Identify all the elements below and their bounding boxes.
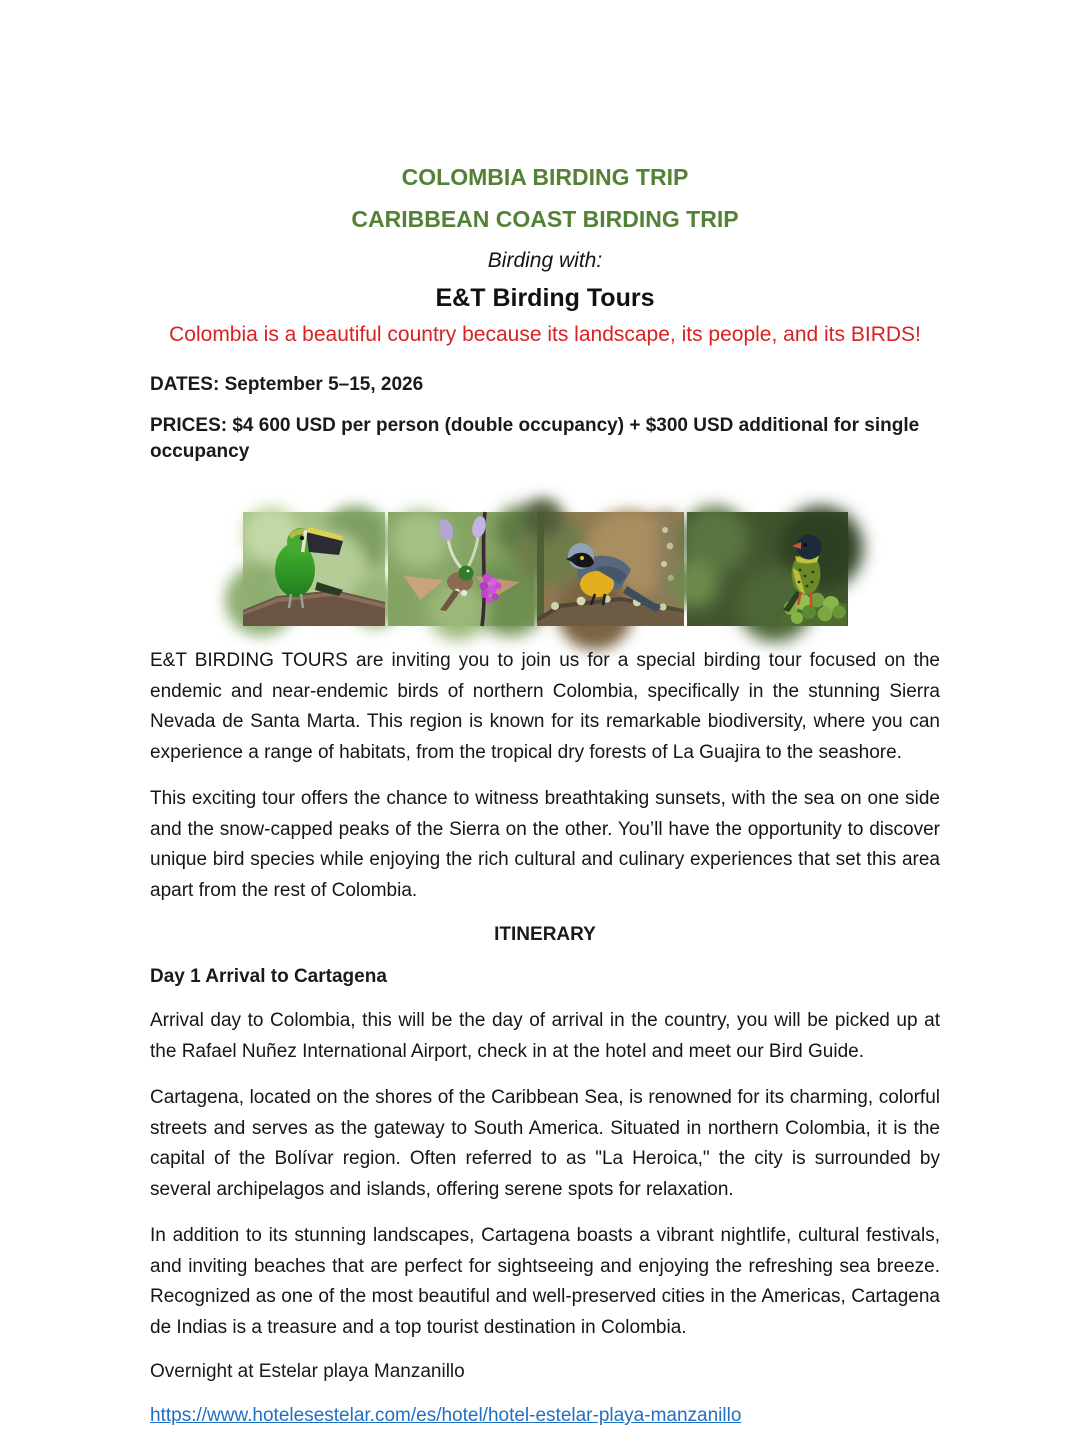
tagline-red: Colombia is a beautiful country because its landscape, its people, and its BIRDS! — [169, 323, 921, 346]
title-line-2: CARIBBEAN COAST BIRDING TRIP — [351, 206, 739, 232]
hummingbird-flower-photo — [388, 512, 534, 626]
intro-paragraph-1: E&T BIRDING TOURS are inviting you to join us for a special birding tour focused on the endemic and near-endemic birds of northern Colombia, specifically in the stunning Sierra Nevada de Santa Marta. This region is known for its remarkable biodiversity, where you can experience a range of habitats, from the tropical dry forests of La Guajira to the seashore. — [150, 650, 940, 763]
day1-paragraph-3: In addition to its stunning landscapes, Cartagena boasts a vibrant nightlife, cultural festivals, and inviting beaches that are perfect for sightseeing and enjoying the refreshing sea breeze. Recognized as one of the most beautiful and well-preserved cities in the Americas, Cartagena de Indias is a treasure and a top tourist destination in Colombia. — [150, 1225, 940, 1338]
blue-and-yellow-tanager-photo — [537, 512, 684, 626]
day1-paragraph-2: Cartagena, located on the shores of the Caribbean Sea, is renowned for its charming, colorful streets and serves as the gateway to South America. Situated in northern Colombia, it is the capital of the Bolívar region. Often referred to as "La Heroica," the city is surrounded by several archipelagos and islands, offering serene spots for relaxation. — [150, 1087, 940, 1200]
subtitle-birding-with: Birding with: — [487, 249, 603, 272]
brand-name: E&T Birding Tours — [435, 284, 655, 312]
title-line-1: COLOMBIA BIRDING TRIP — [401, 164, 689, 190]
day1-paragraph-1: Arrival day to Colombia, this will be the day of arrival in the country, you will be picked up at the Rafael Nuñez International Airport, check in at the hotel and meet our Bird Guide. — [150, 1010, 940, 1062]
prices-line: PRICES: $4 600 USD per person (double occupancy) + $300 USD additional for single occupancy — [150, 415, 920, 462]
hotel-link[interactable]: https://www.hotelesestelar.com/es/hotel/hotel-estelar-playa-manzanillo — [150, 1405, 742, 1426]
day1-heading: Day 1 Arrival to Cartagena — [150, 966, 387, 987]
green-and-black-fruiteater-photo — [687, 512, 848, 626]
bird-photo-strip — [243, 512, 848, 626]
dates-line: DATES: September 5–15, 2026 — [150, 374, 424, 395]
itinerary-heading: ITINERARY — [494, 924, 596, 945]
overnight-line: Overnight at Estelar playa Manzanillo — [150, 1361, 465, 1382]
intro-paragraph-2: This exciting tour offers the chance to witness breathtaking sunsets, with the sea on one side and the snow-capped peaks of the Sierra on the other. You’ll have the opportunity to discover unique bird species while enjoying the rich cultural and culinary experiences that set this area apart from the rest of Colombia. — [150, 788, 940, 901]
emerald-toucanet-photo — [243, 512, 385, 626]
